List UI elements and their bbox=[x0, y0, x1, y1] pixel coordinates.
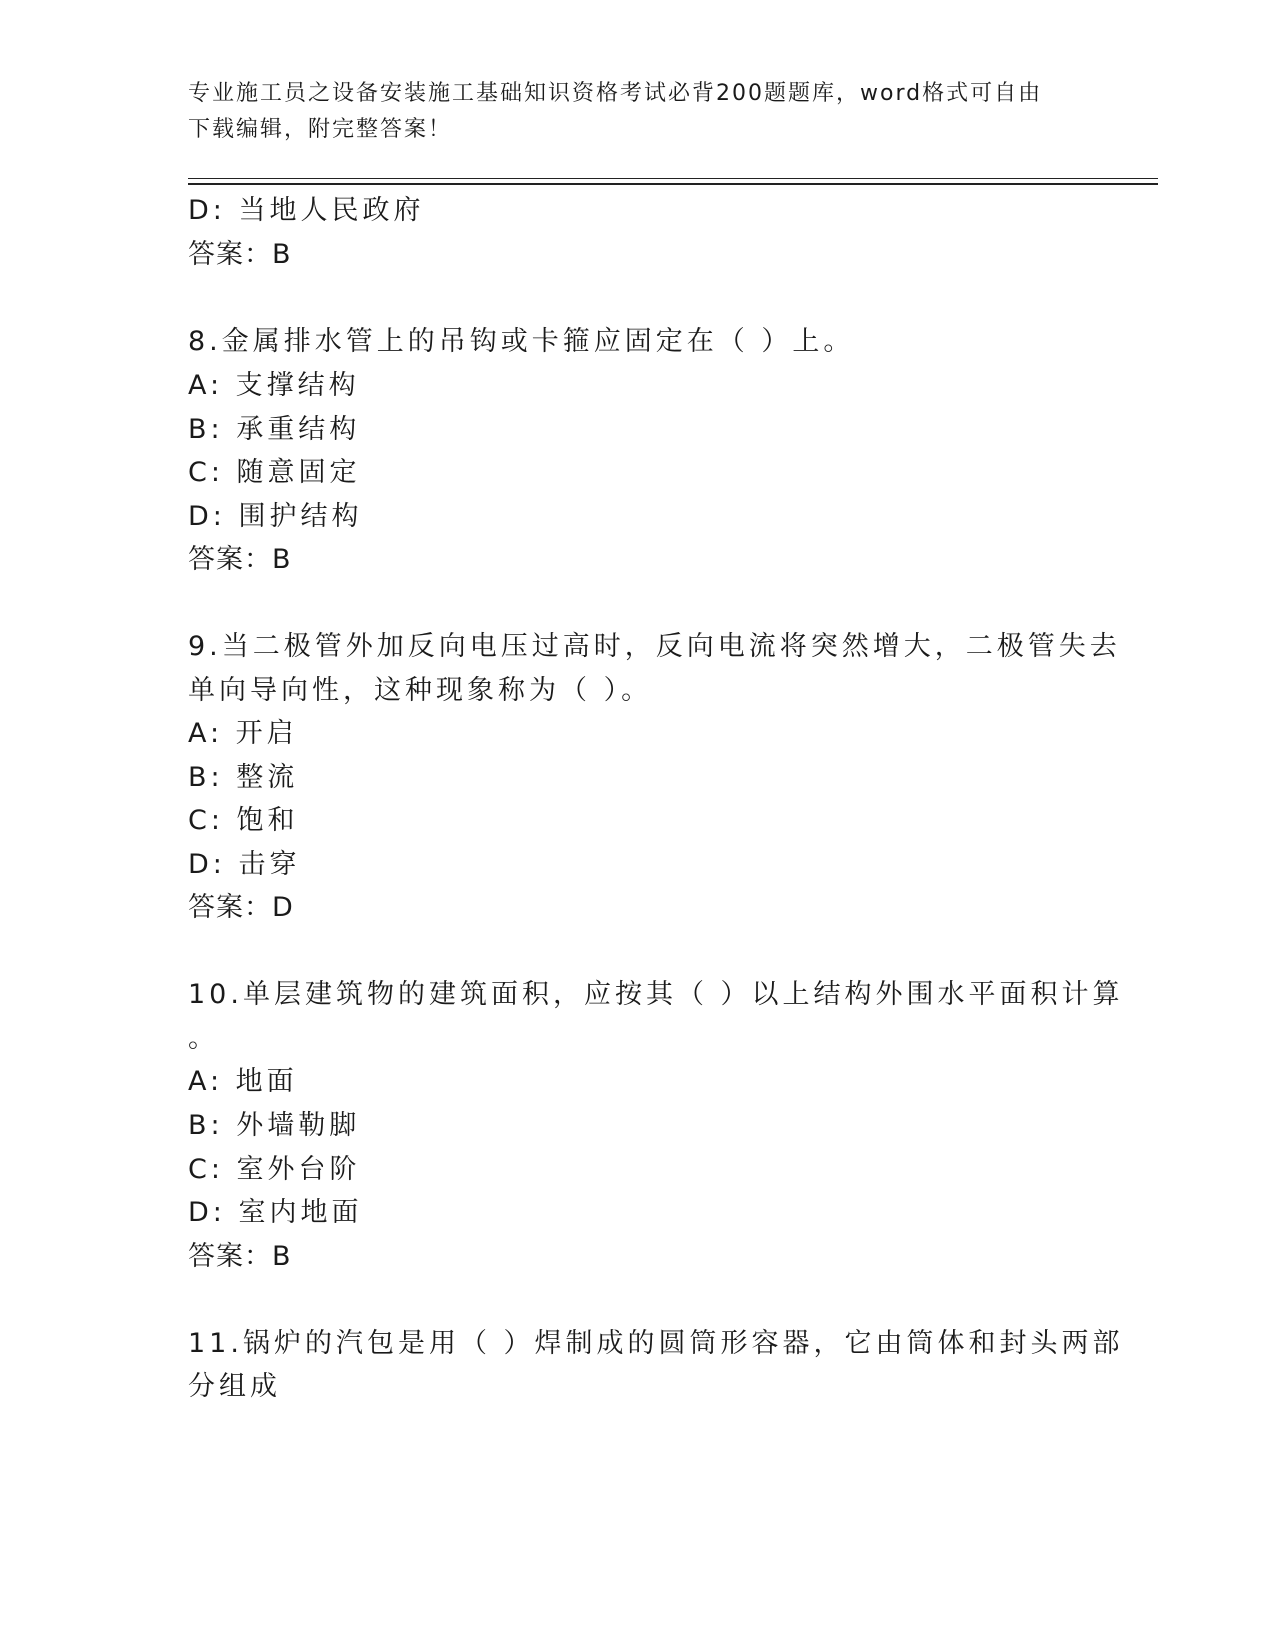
q9-option-b: B: 整流 bbox=[188, 762, 299, 793]
q10-option-b: B: 外墙勒脚 bbox=[188, 1110, 361, 1141]
q8-option-c: C: 随意固定 bbox=[188, 457, 361, 488]
header-divider-thin bbox=[188, 178, 1158, 179]
q10-stem-line-2: 。 bbox=[188, 1023, 219, 1054]
q7-option-d: D: 当地人民政府 bbox=[188, 195, 425, 226]
q9-answer: 答案：D bbox=[188, 892, 294, 923]
header-title-line-2: 下载编辑，附完整答案！ bbox=[188, 117, 453, 142]
q9-option-d: D: 击穿 bbox=[188, 849, 301, 880]
q8-option-a: A: 支撑结构 bbox=[188, 370, 360, 401]
document-header bbox=[188, 76, 1088, 148]
q9-stem-line-1: 9.当二极管外加反向电压过高时，反向电流将突然增大，二极管失去 bbox=[188, 631, 1121, 662]
q8-stem: 8.金属排水管上的吊钩或卡箍应固定在（ ）上。 bbox=[188, 326, 855, 357]
q8-option-b: B: 承重结构 bbox=[188, 414, 361, 445]
q11-stem-line-2: 分组成 bbox=[188, 1371, 281, 1402]
q10-option-a: A: 地面 bbox=[188, 1066, 298, 1097]
q9-option-c: C: 饱和 bbox=[188, 805, 299, 836]
header-divider-thick bbox=[188, 183, 1158, 185]
q8-option-d: D: 围护结构 bbox=[188, 501, 363, 532]
q11-stem-line-1: 11.锅炉的汽包是用（ ）焊制成的圆筒形容器，它由筒体和封头两部 bbox=[188, 1328, 1124, 1359]
q7-answer: 答案：B bbox=[188, 239, 292, 270]
header-title-line-1: 专业施工员之设备安装施工基础知识资格考试必背200题题库，word格式可自由 bbox=[188, 81, 1043, 106]
q10-option-d: D: 室内地面 bbox=[188, 1197, 363, 1228]
q9-option-a: A: 开启 bbox=[188, 718, 298, 749]
q9-stem-line-2: 单向导向性，这种现象称为（ ）。 bbox=[188, 675, 653, 706]
q10-answer: 答案：B bbox=[188, 1241, 292, 1272]
q8-answer: 答案：B bbox=[188, 544, 292, 575]
q10-stem-line-1: 10.单层建筑物的建筑面积，应按其（ ）以上结构外围水平面积计算 bbox=[188, 979, 1124, 1010]
q10-option-c: C: 室外台阶 bbox=[188, 1154, 361, 1185]
